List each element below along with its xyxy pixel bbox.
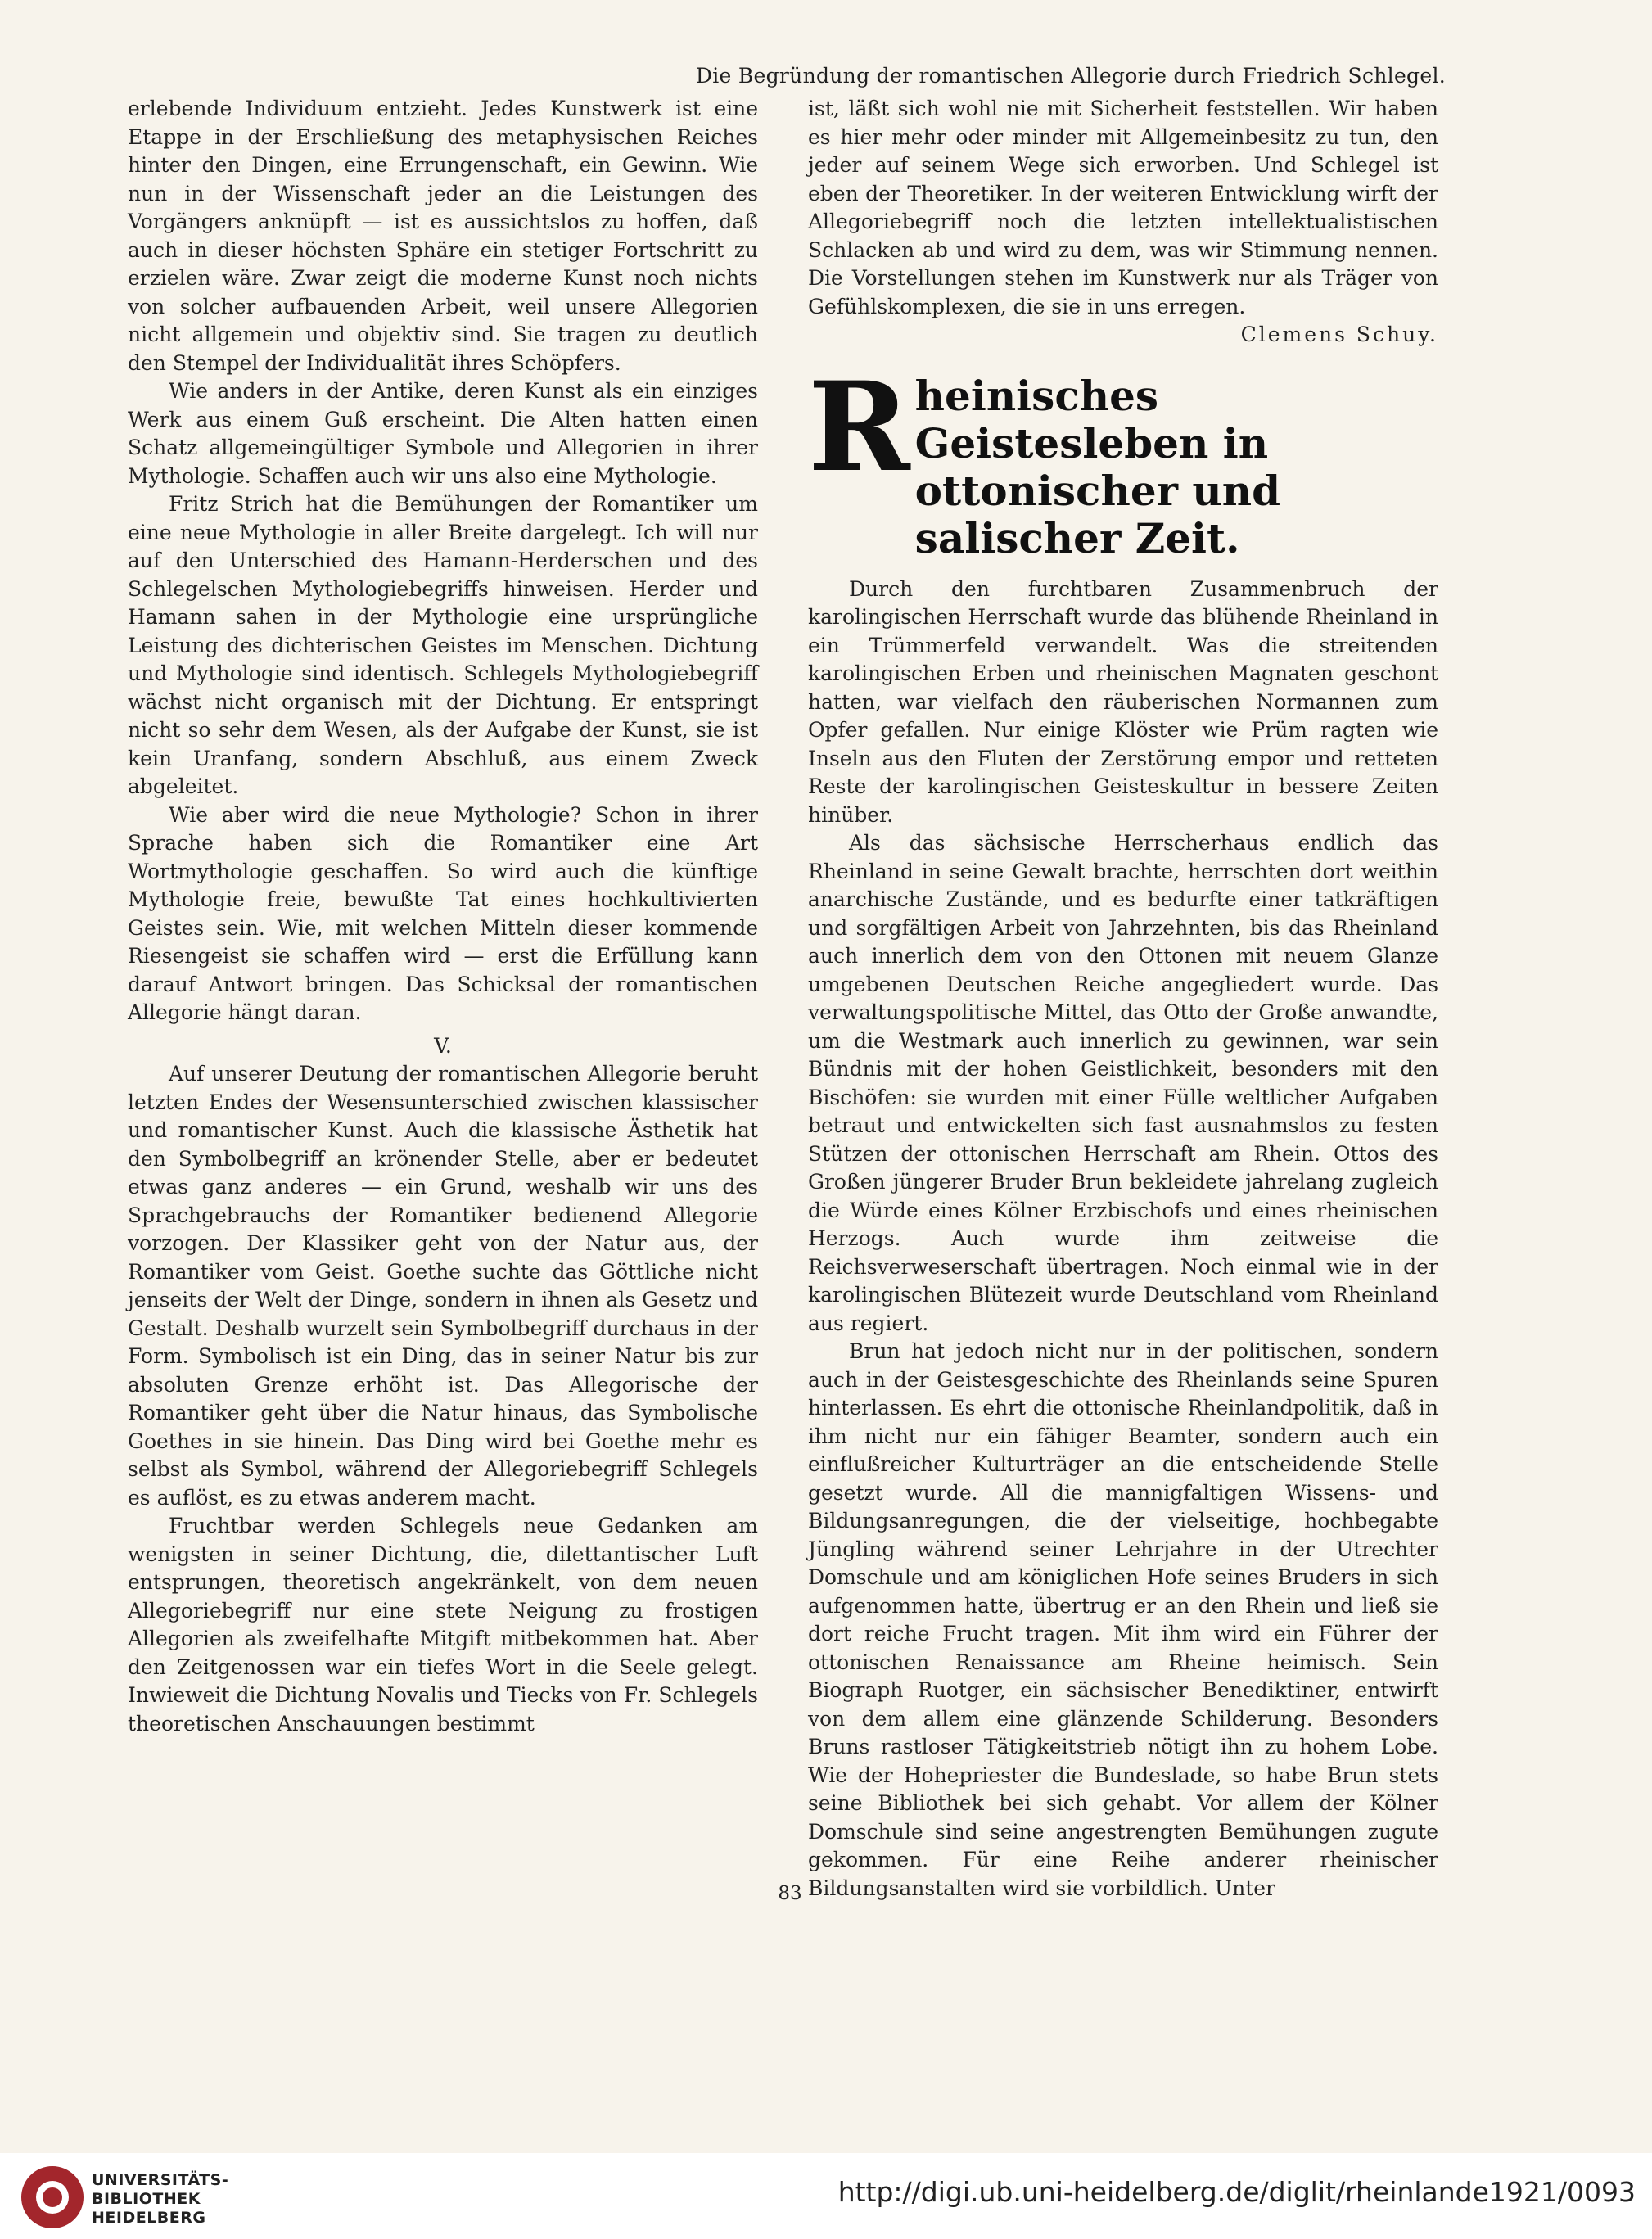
section-number: V. bbox=[434, 1033, 452, 1058]
paragraph: Fruchtbar werden Schlegels neue Gedanken am wenigsten in seiner Dichtung, die, dilettantischer Luft entsprungen, theoretisch angekränkelt, von dem neuen Allegoriebegriff nur eine stete Neigung zu frostigen Allegorien als zweifelhafte Mitgift mitbekommen hat. Aber den Zeitgenossen war ein tiefes Wort in die Seele gelegt. Inwieweit die Dichtung Novalis und Tiecks von Fr. Schlegels theoretischen Anschauungen bestimmt bbox=[128, 1514, 758, 1736]
paragraph: Brun hat jedoch nicht nur in der politischen, sondern auch in der Geistesgeschichte des Rheinlands seine Spuren hinterlassen. Es ehrt die ottonische Rheinlandpolitik, daß in ihm nicht nur ein fähiger Beamter, sondern auch ein einflußreicher Kulturträger an die entscheidende Stelle gesetzt wurde. All die mannigfaltigen Wissens- und Bildungsanregungen, die der vielseitige, hochbegabte Jüngling während seiner Lehrjahre in der Utrechter Domschule und am königlichen Hofe seines Bruders in sich aufgenommen hatte, übertrug er an den Rhein und ließ sie dort reiche Frucht tragen. Mit ihm wird ein Führer der ottonischen Renaissance am Rheine heimisch. Sein Biograph Ruotger, ein sächsischer Benediktiner, entwirft von dem allem eine glänzende Schilderung. Besonders Bruns rastloser Tätigkeitstrieb nötigt ihn zu hohem Lobe. Wie der Hohepriester die Bundeslade, so habe Brun stets seine Bibliothek bei sich gehabt. Vor allem der Kölner Domschule sind seine angestrengten Bemühungen zugute gekommen. Für eine Reihe anderer rheinischer Bildungsanstalten wird sie vorbildlich. Unter bbox=[808, 1339, 1438, 1900]
paragraph: ist, läßt sich wohl nie mit Sicherheit feststellen. Wir haben es hier mehr oder minder mit Allgemeinbesitz zu tun, den jeder auf seinem Wege sich erworben. Und Schlegel ist eben der Theoretiker. In der weiteren Entwicklung wirft der Allegoriebegriff noch die letzten intellektualistischen Schlacken ab und wird zu dem, was wir Stimmung nennen. Die Vorstellungen stehen im Kunstwerk nur als Träger von Gefühlskomplexen, die sie in uns erregen. bbox=[808, 97, 1438, 318]
article-heading bbox=[808, 354, 1438, 562]
paragraph: erlebende Individuum entzieht. Jedes Kunstwerk ist eine Etappe in der Erschließung des metaphysischen Reiches hinter den Dingen, eine Errungenschaft, ein Gewinn. Wie nun in der Wissenschaft jeder an die Leistungen des Vorgängers anknüpft — ist es aussichtslos zu hoffen, daß auch in dieser höchsten Sphäre ein stetiger Fortschritt zu erzielen wäre. Zwar zeigt die moderne Kunst noch nichts von solcher aufbauenden Arbeit, weil unsere Allegorien nicht allgemein und objektiv sind. Sie tragen zu deutlich den Stempel der Individualität ihres Schöpfers. bbox=[128, 97, 758, 375]
paragraph: Auf unserer Deutung der romantischen Allegorie beruht letzten Endes der Wesensunterschied zwischen klassischer und romantischer Kunst. Auch die klassische Ästhetik hat den Symbolbegriff an krönender Stelle, aber er bedeutet etwas ganz anderes — ein Grund, weshalb wir uns des Sprachgebrauchs der Romantiker bedienend Allegorie vorzogen. Der Klassiker geht von der Natur aus, der Romantiker vom Geist. Goethe suchte das Göttliche nicht jenseits der Welt der Dinge, sondern in ihnen als Gesetz und Gestalt. Deshalb wurzelt sein Symbolbegriff durchaus in der Form. Symbolisch ist ein Ding, das in seiner Natur bis zur absoluten Grenze erhöht ist. Das Allegorische der Romantiker geht über die Natur hinaus, das Symbolische Goethes in sie hinein. Das Ding wird bei Goethe mehr es selbst als Symbol, während der Allegoriebegriff Schlegels es auflöst, es zu etwas anderem macht. bbox=[128, 1062, 758, 1510]
paragraph: Wie anders in der Antike, deren Kunst als ein einziges Werk aus einem Guß erscheint. Die Alten hatten einen Schatz allgemeingültiger Symbole und Allegorien in ihrer Mythologie. Schaffen auch wir uns also eine Mythologie. bbox=[128, 379, 758, 488]
left-column bbox=[128, 95, 758, 1738]
library-name bbox=[92, 2171, 228, 2227]
paragraph: Fritz Strich hat die Bemühungen der Romantiker um eine neue Mythologie in aller Breite dargelegt. Ich will nur auf den Unterschied des Hamann-Herderschen und des Schlegelschen Mythologiebegriffs hinweisen. Herder und Hamann sahen in der Mythologie eine ursprüngliche Leistung des dichterischen Geistes im Menschen. Dichtung und Mythologie sind identisch. Schlegels Mythologiebegriff wächst nicht organisch mit der Dichtung. Er entspringt nicht so sehr dem Wesen, als der Aufgabe der Kunst, sie ist kein Uranfang, sondern Abschluß, aus einem Zweck abgeleitet. bbox=[128, 492, 758, 798]
permalink-url[interactable]: http://digi.ub.uni-heidelberg.de/diglit/rheinlande1921/0093 bbox=[837, 2176, 1636, 2208]
paragraph: Als das sächsische Herrscherhaus endlich das Rheinland in seine Gewalt brachte, herrschten dort weithin anarchische Zustände, und es bedurfte einer tatkräftigen und sorgfältigen Arbeit von Jahrzehnten, bis das Rheinland auch innerlich dem von den Ottonen mit neuem Glanze umgebenen Deutschen Reiche angegliedert wurde. Das verwaltungspolitische Mittel, das Otto der Große anwandte, um die Westmark auch innerlich zu gewinnen, war sein Bündnis mit der hohen Geistlichkeit, besonders mit den Bischöfen: sie wurden mit einer Fülle weltlicher Aufgaben betraut und entwickelten sich fast ausnahmslos zu festen Stützen der ottonischen Herrschaft am Rhein. Ottos des Großen jüngerer Bruder Brun bekleidete jahrelang zugleich die Würde eines Kölner Erzbischofs und eines rheinischen Herzogs. Auch wurde ihm zeitweise die Reichsverweserschaft übertragen. Noch einmal wie in der karolingischen Blütezeit wurde Deutschland vom Rheinland aus regiert. bbox=[808, 831, 1438, 1335]
paragraph: Durch den furchtbaren Zusammenbruch der karolingischen Herrschaft wurde das blühende Rheinland in ein Trümmerfeld verwandelt. Was die streitenden karolingischen Erben und rheinischen Magnaten geschont hatten, war vielfach den räuberischen Normannen zum Opfer gefallen. Nur einige Klöster wie Prüm ragten wie Inseln aus den Fluten der Zerstörung empor und retteten Reste der karolingischen Geisteskultur in bessere Zeiten hinüber. bbox=[808, 576, 1438, 827]
drop-cap: R bbox=[808, 354, 910, 499]
running-head: Die Begründung der romantischen Allegorie durch Friedrich Schlegel. bbox=[695, 64, 1446, 88]
author-signature: Clemens Schuy. bbox=[1240, 323, 1438, 346]
page-number: 83 bbox=[778, 1883, 802, 1904]
library-name-line: HEIDELBERG bbox=[92, 2208, 206, 2227]
right-column bbox=[808, 95, 1438, 1903]
library-name-line: BIBLIOTHEK bbox=[92, 2189, 201, 2208]
university-library-heidelberg-logo bbox=[18, 2163, 87, 2232]
footer-bar bbox=[0, 2153, 1652, 2239]
library-name-line: UNIVERSITÄTS- bbox=[92, 2171, 229, 2189]
paragraph: Wie aber wird die neue Mythologie? Schon in ihrer Sprache haben sich die Romantiker eine Art Wortmythologie geschaffen. So wird auch die künftige Mythologie freie, bewußte Tat eines hochkultivierten Geistes sein. Wie, mit welchen Mitteln dieser kommende Riesengeist sie schaffen wird — erst die Erfüllung kann darauf Antwort bringen. Das Schicksal der romantischen Allegorie hängt daran. bbox=[128, 802, 758, 1024]
article-title: heinisches Geistesleben in ottonischer und salischer Zeit. bbox=[914, 371, 1281, 562]
